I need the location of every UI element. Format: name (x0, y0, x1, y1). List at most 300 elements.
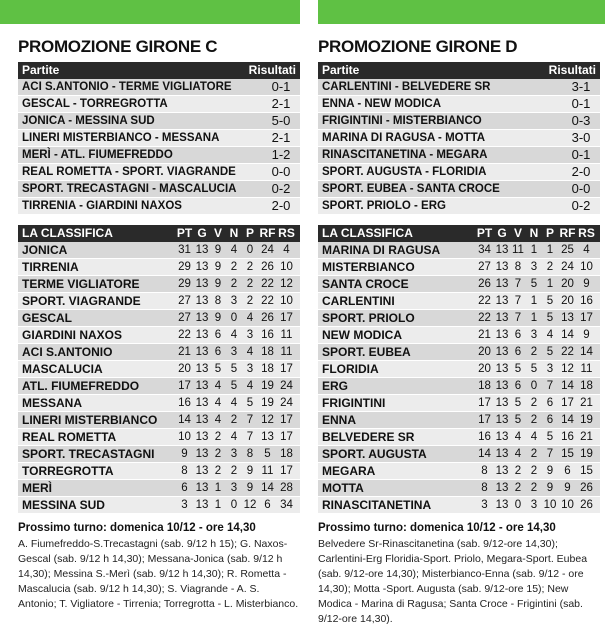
team-name: SPORT. AUGUSTA (322, 447, 427, 461)
stat-p: 5 (246, 397, 254, 409)
stat-n: 3 (230, 448, 238, 460)
stat-n: 2 (230, 278, 238, 290)
stat-rf: 16 (261, 329, 274, 341)
stat-p: 4 (546, 329, 554, 341)
stat-n: 2 (230, 414, 238, 426)
stat-pt: 10 (178, 431, 191, 443)
stat-p: 5 (546, 312, 554, 324)
stat-rf: 12 (561, 363, 574, 375)
stat-pt: 8 (481, 465, 488, 477)
stat-p: 7 (246, 414, 254, 426)
stat-v: 4 (214, 414, 222, 426)
standings-row (18, 412, 300, 429)
stat-n: 3 (230, 346, 238, 358)
col-rf: RF (559, 226, 576, 240)
standings-row (18, 242, 300, 259)
stat-g: 13 (495, 465, 509, 477)
stat-rs: 4 (283, 244, 290, 256)
stat-pt: 29 (178, 261, 191, 273)
stat-p: 3 (246, 329, 254, 341)
stat-g: 13 (495, 380, 509, 392)
standings-header-label: LA CLASSIFICA (22, 226, 113, 240)
match-result: 0-2 (271, 181, 291, 196)
stat-pt: 14 (178, 414, 191, 426)
col-rs: RS (278, 226, 295, 240)
stat-g: 13 (195, 482, 209, 494)
results-header-label: Risultati (548, 63, 596, 77)
stat-rs: 12 (280, 278, 293, 290)
matches-header-label: Partite (322, 63, 360, 77)
stat-n: 2 (530, 414, 538, 426)
match-teams: SPORT. PRIOLO - ERG (322, 200, 446, 212)
standings-row (318, 344, 600, 361)
stat-p: 6 (546, 397, 554, 409)
team-name: MARINA DI RAGUSA (322, 243, 441, 257)
page-title: PROMOZIONE GIRONE C (18, 37, 218, 56)
stat-rs: 17 (280, 465, 293, 477)
team-name: MISTERBIANCO (322, 260, 415, 274)
stat-n: 3 (530, 499, 538, 511)
stat-p: 7 (546, 448, 554, 460)
stat-rs: 9 (583, 278, 590, 290)
stat-p: 4 (246, 346, 254, 358)
stat-pt: 27 (178, 312, 191, 324)
next-round-date: domenica 10/12 - ore 14,30 (110, 522, 256, 534)
stat-rs: 21 (580, 397, 593, 409)
match-teams: ENNA - NEW MODICA (322, 98, 442, 110)
stat-pt: 21 (178, 346, 191, 358)
stat-rf: 25 (561, 244, 574, 256)
stat-rf: 18 (261, 363, 274, 375)
match-teams: LINERI MISTERBIANCO - MESSANA (22, 132, 220, 144)
stat-v: 7 (514, 312, 522, 324)
stat-n: 2 (230, 261, 238, 273)
standings-row (318, 497, 600, 514)
stat-pt: 3 (481, 499, 488, 511)
matches-list (318, 79, 600, 215)
stat-g: 13 (495, 414, 509, 426)
stat-v: 6 (514, 346, 522, 358)
stat-p: 5 (546, 295, 554, 307)
team-name: MEGARA (322, 464, 376, 478)
stat-rs: 10 (580, 261, 593, 273)
stat-p: 9 (246, 482, 254, 494)
stat-p: 3 (546, 363, 554, 375)
stat-pt: 27 (178, 295, 191, 307)
match-result: 0-0 (571, 181, 591, 196)
stat-v: 2 (514, 482, 522, 494)
stat-p: 6 (546, 414, 554, 426)
standings-row (318, 378, 600, 395)
stat-rf: 19 (261, 380, 274, 392)
stat-rf: 6 (564, 465, 571, 477)
standings-row (18, 429, 300, 446)
stat-v: 6 (514, 329, 522, 341)
stat-g: 13 (195, 329, 209, 341)
stat-v: 1 (214, 482, 222, 494)
team-name: REAL ROMETTA (22, 430, 117, 444)
stat-n: 4 (230, 397, 238, 409)
stat-rf: 19 (261, 397, 274, 409)
team-name: ACI S.ANTONIO (22, 345, 113, 359)
standings-row (18, 497, 300, 514)
stat-rf: 6 (264, 499, 271, 511)
stat-rs: 17 (280, 431, 293, 443)
stat-g: 13 (495, 295, 509, 307)
stat-v: 7 (514, 278, 522, 290)
stat-rs: 26 (580, 499, 593, 511)
next-round-label: Prossimo turno: (18, 522, 107, 534)
standings-row (318, 412, 600, 429)
match-row (318, 147, 600, 164)
next-round-date: domenica 10/12 - ore 14,30 (410, 522, 556, 534)
standings-row (18, 480, 300, 497)
stat-g: 13 (495, 278, 509, 290)
stat-n: 2 (530, 397, 538, 409)
stat-g: 13 (195, 278, 209, 290)
stat-g: 13 (495, 499, 509, 511)
stat-rf: 20 (561, 295, 574, 307)
team-name: RINASCITANETINA (322, 498, 432, 512)
next-round-details: Belvedere Sr-Rinascitanetina (sab. 9/12-ore 14,30); Carlentini-Erg Floridia-Sport. Priolo, Megara-Sport. Eubea (sab. 9/12-ore 14,30); Misterbianco-Enna (sab. 9/12 - ore 14,30); Motta -Sport. Augusta (sab. 9/12-ore 15); New Modica - Marina di Ragusa; Santa Croce - Frigintini (sab. 9/12-ore 14,30). (318, 538, 588, 625)
matches-list (18, 79, 300, 215)
stat-v: 5 (514, 363, 522, 375)
next-round-details: A. Fiumefreddo-S.Trecastagni (sab. 9/12 h 15); G. Naxos-Gescal (sab. 9/12 h 14,30); Messana-Jonica (sab. 9/12 h 14,30); Messina S.-Merì (sab. 9/12 h 14,30); R. Rometta - Mascalucia (sab. 9/12 h 14,30); S. Viagrande - A. S. Antonio; T. Vigliatore - Tirrenia; Torregrotta - L. Misterbianco. (18, 538, 299, 610)
col-n: N (229, 226, 239, 240)
match-teams: TIRRENIA - GIARDINI NAXOS (22, 200, 182, 212)
standings-row (318, 463, 600, 480)
stat-n: 2 (530, 465, 538, 477)
green-banner-right (318, 0, 605, 24)
stat-n: 5 (230, 380, 238, 392)
stat-p: 3 (246, 363, 254, 375)
col-v: V (213, 226, 222, 240)
stat-p: 9 (246, 465, 254, 477)
stat-n: 4 (230, 329, 238, 341)
stat-rs: 17 (280, 363, 293, 375)
stat-rf: 26 (261, 312, 274, 324)
stat-pt: 8 (181, 465, 188, 477)
standings-row (18, 327, 300, 344)
standings-row (18, 378, 300, 395)
match-row (318, 96, 600, 113)
stat-g: 13 (495, 312, 509, 324)
stat-p: 4 (246, 312, 254, 324)
stat-pt: 8 (481, 482, 488, 494)
match-teams: RINASCITANETINA - MEGARA (322, 149, 488, 161)
standings-row (318, 242, 600, 259)
stat-rs: 4 (583, 244, 590, 256)
stat-rf: 15 (561, 448, 574, 460)
girone-c-panel (18, 36, 300, 612)
match-row (318, 181, 600, 198)
stat-pt: 20 (178, 363, 191, 375)
team-name: FRIGINTINI (322, 396, 386, 410)
stat-rf: 13 (261, 431, 274, 443)
team-name: MOTTA (322, 481, 364, 495)
stat-g: 13 (195, 465, 209, 477)
match-row (318, 113, 600, 130)
stat-p: 7 (546, 380, 554, 392)
team-name: NEW MODICA (322, 328, 402, 342)
stat-v: 2 (214, 431, 222, 443)
stat-p: 5 (546, 346, 554, 358)
col-rf: RF (259, 226, 276, 240)
stat-n: 0 (530, 380, 538, 392)
stat-v: 8 (214, 295, 222, 307)
standings-row (18, 293, 300, 310)
stat-rs: 19 (580, 448, 593, 460)
stat-pt: 22 (478, 295, 491, 307)
stat-pt: 17 (178, 380, 191, 392)
stat-g: 13 (495, 397, 509, 409)
stat-n: 2 (530, 346, 538, 358)
matches-header (318, 62, 600, 79)
stat-pt: 22 (478, 312, 491, 324)
page-title: PROMOZIONE GIRONE D (318, 37, 518, 56)
standings-row (318, 310, 600, 327)
stat-v: 5 (514, 397, 522, 409)
team-name: MERÌ (22, 481, 52, 495)
stat-p: 5 (546, 431, 554, 443)
standings-row (318, 327, 600, 344)
stat-n: 5 (530, 278, 538, 290)
standings-row (318, 276, 600, 293)
stat-rs: 11 (280, 346, 293, 358)
stat-rf: 11 (261, 465, 274, 477)
stat-v: 4 (514, 431, 522, 443)
stat-rf: 10 (561, 499, 574, 511)
stat-g: 13 (495, 482, 509, 494)
stat-rf: 5 (264, 448, 271, 460)
stat-g: 13 (195, 346, 209, 358)
stat-rf: 14 (561, 380, 574, 392)
stat-p: 4 (246, 380, 254, 392)
stat-p: 2 (246, 261, 254, 273)
stat-n: 4 (530, 431, 538, 443)
stat-n: 4 (230, 244, 238, 256)
match-result: 0-2 (571, 198, 591, 213)
standings-header (318, 225, 600, 242)
stat-pt: 27 (478, 261, 491, 273)
next-round-label: Prossimo turno: (318, 522, 407, 534)
stat-p: 2 (246, 295, 254, 307)
stat-rs: 10 (280, 295, 293, 307)
stat-rs: 24 (280, 397, 293, 409)
stat-rs: 24 (280, 380, 293, 392)
team-name: JONICA (22, 243, 68, 257)
stat-pt: 16 (178, 397, 191, 409)
stat-n: 0 (230, 499, 238, 511)
team-name: MESSINA SUD (22, 498, 105, 512)
stat-v: 9 (214, 244, 222, 256)
stat-p: 9 (546, 482, 554, 494)
stat-rs: 17 (280, 312, 293, 324)
stat-g: 13 (495, 329, 509, 341)
match-teams: GESCAL - TORREGROTTA (22, 98, 168, 110)
team-name: TERME VIGLIATORE (22, 277, 140, 291)
stat-rf: 24 (261, 244, 274, 256)
match-row (318, 79, 600, 96)
standings-table (18, 242, 300, 514)
next-round (318, 522, 600, 534)
match-result: 0-0 (271, 164, 291, 179)
stat-v: 5 (514, 414, 522, 426)
match-result: 2-1 (271, 96, 291, 111)
match-result: 0-1 (271, 79, 291, 94)
stat-n: 1 (530, 295, 538, 307)
stat-pt: 14 (478, 448, 491, 460)
stat-rf: 18 (261, 346, 274, 358)
matches-header (18, 62, 300, 79)
standings-header-label: LA CLASSIFICA (322, 226, 413, 240)
stat-p: 2 (246, 278, 254, 290)
green-banner-left (0, 0, 300, 24)
match-teams: CARLENTINI - BELVEDERE SR (322, 81, 491, 93)
match-row (18, 164, 300, 181)
team-name: TORREGROTTA (22, 464, 114, 478)
match-result: 0-3 (571, 113, 591, 128)
match-row (318, 198, 600, 215)
stat-pt: 9 (181, 448, 188, 460)
match-teams: FRIGINTINI - MISTERBIANCO (322, 115, 482, 127)
stat-n: 3 (230, 295, 238, 307)
stat-p: 1 (546, 244, 554, 256)
stat-p: 0 (246, 244, 254, 256)
stat-rf: 14 (261, 482, 274, 494)
matches-header-label: Partite (22, 63, 60, 77)
stat-v: 9 (214, 312, 222, 324)
stat-rf: 20 (561, 278, 574, 290)
stat-pt: 17 (478, 414, 491, 426)
standings-row (318, 361, 600, 378)
team-name: SPORT. PRIOLO (322, 311, 415, 325)
stat-rf: 13 (561, 312, 574, 324)
match-teams: REAL ROMETTA - SPORT. VIAGRANDE (22, 166, 236, 178)
match-row (18, 113, 300, 130)
stat-pt: 20 (478, 346, 491, 358)
stat-n: 3 (530, 329, 538, 341)
stat-rs: 9 (583, 329, 590, 341)
stat-v: 6 (214, 346, 222, 358)
stat-rf: 9 (564, 482, 571, 494)
stat-p: 1 (546, 278, 554, 290)
stat-p: 7 (246, 431, 254, 443)
team-name: LINERI MISTERBIANCO (22, 413, 158, 427)
match-teams: ACI S.ANTONIO - TERME VIGLIATORE (22, 81, 232, 93)
standings-row (318, 293, 600, 310)
stat-v: 2 (214, 448, 222, 460)
match-result: 2-1 (271, 130, 291, 145)
stat-pt: 21 (478, 329, 491, 341)
stat-g: 13 (195, 363, 209, 375)
col-p: P (545, 226, 554, 240)
next-round (18, 522, 300, 534)
stat-rs: 16 (580, 295, 593, 307)
match-row (318, 130, 600, 147)
stat-rs: 11 (580, 363, 593, 375)
stat-pt: 16 (478, 431, 491, 443)
stat-pt: 20 (478, 363, 491, 375)
stat-g: 13 (195, 448, 209, 460)
stat-v: 2 (514, 465, 522, 477)
stat-v: 4 (214, 380, 222, 392)
stat-v: 8 (514, 261, 522, 273)
stat-rs: 18 (580, 380, 593, 392)
team-name: MASCALUCIA (22, 362, 103, 376)
stat-rs: 15 (580, 465, 593, 477)
team-name: SPORT. TRECASTAGNI (22, 447, 155, 461)
team-name: SPORT. VIAGRANDE (22, 294, 141, 308)
stat-pt: 17 (478, 397, 491, 409)
team-name: ENNA (322, 413, 357, 427)
stat-g: 13 (195, 431, 209, 443)
stat-rf: 26 (261, 261, 274, 273)
standings-row (18, 259, 300, 276)
stat-v: 9 (214, 278, 222, 290)
stat-n: 2 (230, 465, 238, 477)
stat-n: 4 (230, 431, 238, 443)
team-name: CARLENTINI (322, 294, 395, 308)
stat-n: 5 (230, 363, 238, 375)
stat-n: 5 (530, 363, 538, 375)
match-teams: SPORT. EUBEA - SANTA CROCE (322, 183, 500, 195)
stat-pt: 31 (178, 244, 191, 256)
match-row (18, 96, 300, 113)
team-name: SPORT. EUBEA (322, 345, 411, 359)
stat-pt: 34 (478, 244, 491, 256)
match-teams: JONICA - MESSINA SUD (22, 115, 155, 127)
stat-v: 6 (514, 380, 522, 392)
match-row (18, 181, 300, 198)
team-name: SANTA CROCE (322, 277, 409, 291)
stat-g: 13 (495, 261, 509, 273)
stat-rs: 17 (280, 414, 293, 426)
standings-row (318, 395, 600, 412)
match-row (18, 198, 300, 215)
stat-pt: 6 (181, 482, 188, 494)
stat-v: 6 (214, 329, 222, 341)
stat-p: 9 (546, 465, 554, 477)
stat-rf: 24 (561, 261, 574, 273)
stat-rs: 18 (280, 448, 293, 460)
stat-n: 0 (230, 312, 238, 324)
stat-p: 10 (543, 499, 557, 511)
match-teams: SPORT. TRECASTAGNI - MASCALUCIA (22, 183, 237, 195)
stat-rs: 34 (280, 499, 293, 511)
col-g: G (497, 226, 507, 240)
stat-v: 2 (214, 465, 222, 477)
stat-g: 13 (195, 499, 209, 511)
stat-g: 13 (495, 431, 509, 443)
stat-v: 0 (514, 499, 522, 511)
stat-v: 4 (214, 397, 222, 409)
stat-n: 1 (530, 312, 538, 324)
stat-g: 13 (495, 363, 509, 375)
match-result: 3-1 (571, 79, 591, 94)
match-row (318, 164, 600, 181)
stat-rf: 22 (261, 295, 274, 307)
col-pt: PT (176, 226, 193, 240)
standings-row (18, 463, 300, 480)
col-p: P (245, 226, 254, 240)
stat-g: 13 (195, 244, 209, 256)
standings-row (318, 429, 600, 446)
match-result: 0-1 (571, 96, 591, 111)
stat-rs: 17 (580, 312, 593, 324)
stat-rs: 19 (580, 414, 593, 426)
standings-row (18, 395, 300, 412)
